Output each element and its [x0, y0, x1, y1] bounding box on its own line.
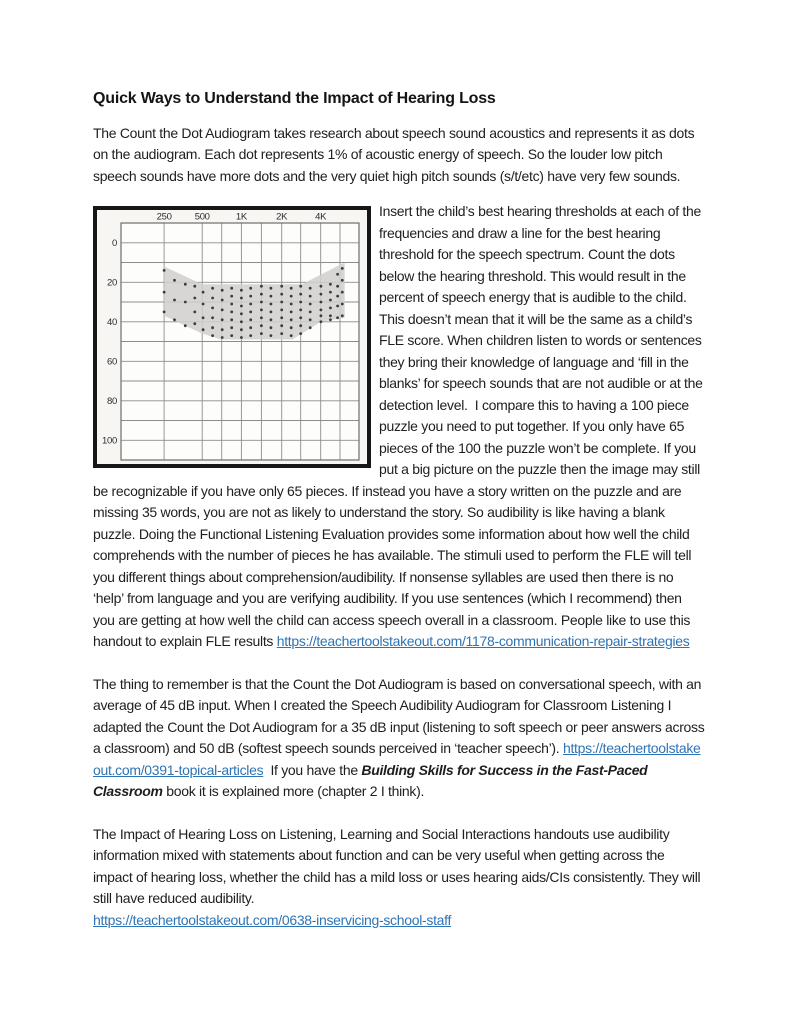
paragraph-impact-handouts-text: The Impact of Hearing Loss on Listening, Learning and Social Interactions handouts use audibility information mixed with statements about function and can be very useful when getting across the impact of hearing loss, whether the child has a mild loss or uses hearing aids/CIs consistently. They will still have reduced audibility.	[93, 825, 704, 906]
svg-text:500: 500	[194, 211, 210, 223]
paragraph-count-dot-basis-text-2: If you have the	[263, 761, 362, 778]
svg-text:80: 80	[107, 396, 117, 408]
paragraph-count-dot-basis-text-3: book it is explained more (chapter 2 I think).	[162, 783, 425, 799]
paragraph-count-dot-basis-text: The thing to remember is that the Count the Dot Audiogram is based on conversational speech, with an average of 45 dB input. When I created the Speech Audibility Audiogram for Classroom Listening I adapted the Count the Dot Audiogram for a 35 dB input (listening to soft speech or peer answers across a classroom) and 50 dB (softest speech sounds perceived in ‘teacher speech’).	[93, 675, 709, 756]
svg-text:0: 0	[112, 238, 117, 250]
link-inservicing-school-staff[interactable]: https://teachertoolstakeout.com/0638-inservicing-school-staff	[93, 911, 452, 928]
audiogram-figure	[93, 206, 371, 468]
page-title: Quick Ways to Understand the Impact of Hearing Loss	[93, 90, 496, 107]
svg-text:4K: 4K	[315, 211, 327, 223]
paragraph-audiogram-explanation-text: Insert the child’s best hearing thresholds at each of the frequencies and draw a line for the best hearing threshold for the speech spectrum. Count the dots below the hearing threshold. This would result in the percent of speech energy that is audible to the child. This doesn’t mean that it will be the same as a child’s FLE score. When children listen to words or sentences they bring their knowledge of language and ‘fill in the blanks’ for speech sounds that are not audible or at the detection level. I compare this to having a 100 piece puzzle you need to put together. If you only have 65 pieces of the 100 the puzzle won’t be complete. If you put a big picture on the puzzle then the image may still be recognizable if you have only 65 pieces. If instead you have a story written on the puzzle and are missing 35 words, you are not as likely to understand the story. So audibility is like having a blank puzzle. Doing the Functional Listening Evaluation provides some information about how well the child comprehends with the number of pieces he has available. The stimuli used to perform the FLE will tell you different things about comprehension/audibility. If nonsense syllables are used then there is no ‘help’ from language and you are verifying audibility. If you use sentences (which I recommend) then you are getting at how well the child can access speech overall in a classroom. People like to use this handout to explain FLE results	[93, 203, 707, 649]
svg-text:60: 60	[107, 356, 117, 368]
svg-text:100: 100	[102, 435, 117, 447]
svg-text:2K: 2K	[276, 211, 288, 223]
paragraph-count-dot-basis	[93, 674, 709, 803]
paragraph-impact-handouts	[93, 824, 705, 932]
link-topical-articles[interactable]: https://teachertoolstakeout.com/0391-topical-articles	[93, 740, 701, 778]
svg-text:1K: 1K	[235, 211, 247, 223]
link-communication-repair-strategies[interactable]: https://teachertoolstakeout.com/1178-communication-repair-strategies	[276, 633, 690, 649]
svg-text:40: 40	[107, 317, 117, 329]
count-the-dot-audiogram-chart	[97, 210, 367, 464]
svg-text:250: 250	[156, 211, 172, 223]
book-title-text: Building Skills for Success in the Fast-Paced Classroom	[93, 761, 652, 799]
paragraph-intro: The Count the Dot Audiogram takes research about speech sound acoustics and represents it as dots on the audiogram. Each dot represents 1% of acoustic energy of speech. So the louder low pitch speech sounds have more dots and the very quiet high pitch sounds (s/t/etc) have very few sounds.	[93, 124, 698, 184]
svg-text:20: 20	[107, 277, 117, 289]
